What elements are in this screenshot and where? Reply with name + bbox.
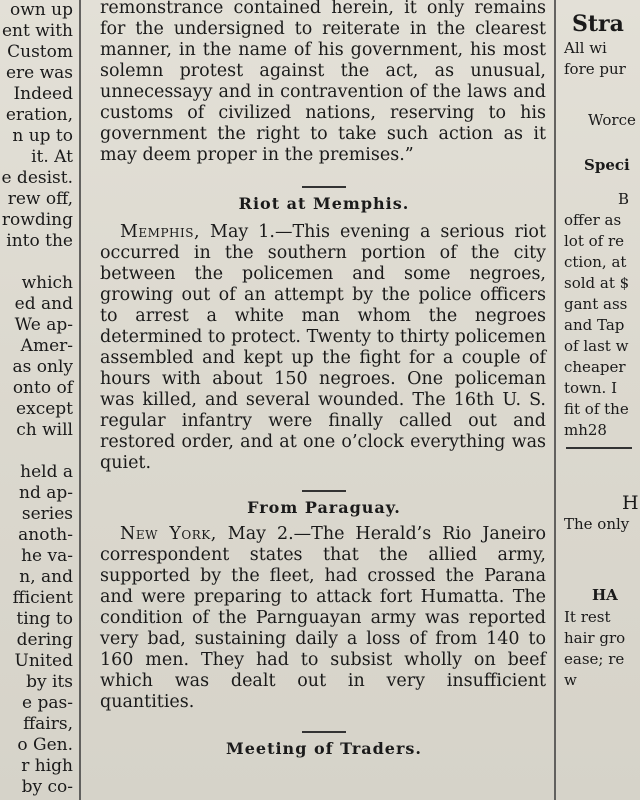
left-column-line: r high (21, 756, 73, 776)
left-column-line: by co- (21, 777, 73, 797)
right-line: gant ass (564, 295, 628, 313)
left-column-line: ent with (1, 21, 73, 41)
left-column-line: by its (26, 672, 73, 692)
right-line: w (564, 671, 577, 689)
left-column-text (0, 0, 76, 798)
right-line: sold at $ (564, 274, 630, 292)
right-separator (566, 447, 632, 449)
left-column-line: Custom (7, 42, 73, 62)
left-column-line: o Gen. (17, 735, 73, 755)
left-column-line: n, and (19, 567, 73, 587)
separator-dash (302, 490, 346, 492)
left-column-line: rew off, (7, 189, 73, 209)
left-column-line: he va- (21, 546, 73, 566)
left-column-line: We ap- (14, 315, 73, 335)
column-rule-left (79, 0, 81, 800)
left-column-line: e desist. (1, 168, 73, 188)
separator-dash (302, 731, 346, 733)
right-line: ction, at (564, 253, 627, 271)
main-column (98, 0, 550, 800)
article-paraguay (98, 524, 550, 713)
left-column-line: except (16, 399, 73, 419)
right-line: of last w (564, 337, 629, 355)
left-column-line: anoth- (18, 525, 73, 545)
right-line: Worce (588, 111, 636, 129)
left-column-line: United (14, 651, 73, 671)
left-column-line: fficient (12, 588, 73, 608)
left-column-line: ting to (16, 609, 73, 629)
right-line: The only (564, 515, 630, 533)
right-line: mh28 (564, 421, 607, 439)
right-line: H (622, 492, 639, 514)
left-column-line: into the (6, 231, 73, 251)
left-column-line: which (21, 273, 73, 293)
right-line: town. I (564, 379, 618, 397)
column-rule-right (554, 0, 556, 800)
left-column-line: ch will (16, 420, 73, 440)
right-line: fit of the (564, 400, 629, 418)
right-line: ease; re (564, 650, 625, 668)
right-line: fore pur (564, 60, 626, 78)
right-title: Stra (572, 11, 624, 37)
right-paragraph (558, 607, 640, 691)
right-line: offer as (564, 211, 622, 229)
article-paraguay-body: May 2.—The Herald’s Rio Janeiro correspondent states that the allied army, supported by the fleet, had crossed the Parana and were preparing to attack fort Humatta. The condition of the Parnguayan army was reported very bad, sustaining daily a loss of from 140 to 160 men. They had to subsist wholly on beef which was dealt out in very insufficient quantities. (100, 524, 546, 712)
dateline-memphis: Memphis, (120, 222, 201, 242)
article-memphis-body: May 1.—This evening a serious riot occurred in the southern portion of the city between the policemen and some negroes, growing out of an attempt by the police officers to arrest a white man whom the negroes determined to protect. Twenty to thirty policemen assembled and kept up the fight for a couple of hours with about 150 negroes. One policeman was killed, and several wounded. The 16th U. S. regular infantry were finally called out and restored order, and at one o’clock everything was quiet. (100, 222, 546, 473)
right-line: It rest (564, 608, 611, 626)
intro-paragraph: remonstrance contained herein, it only remains for the undersigned to reiterate in the clearest manner, in the name of his government, his most solemn protest against the act, as unusual, unnecessayy and in contravention of the laws and customs of civilized nations, reserving to his government the right to take such action as it may deem proper in the premises.” (100, 0, 546, 165)
left-column-line: nd ap- (19, 483, 73, 503)
right-line: hair gro (564, 629, 626, 647)
left-column-line: ere was (5, 63, 73, 83)
left-column-line: it. At (31, 147, 73, 167)
headline-memphis: Riot at Memphis. (238, 194, 410, 213)
left-column-line: as only (12, 357, 73, 377)
headline-traders: Meeting of Traders. (226, 739, 422, 758)
right-line: and Tap (564, 316, 625, 334)
right-heading: Speci (584, 156, 630, 174)
right-line: All wi (564, 39, 607, 57)
headline-paraguay: From Paraguay. (247, 498, 401, 517)
separator-dash (302, 186, 346, 188)
left-column-line: dering (16, 630, 73, 650)
left-column-line: rowding (1, 210, 73, 230)
left-column-line: onto of (12, 378, 73, 398)
left-column-line: n up to (12, 126, 73, 146)
right-line: lot of re (564, 232, 625, 250)
left-column-line: series (21, 504, 73, 524)
left-column-line: ed and (14, 294, 73, 314)
left-column-line: own up (10, 0, 73, 20)
left-column-line: Indeed (13, 84, 73, 104)
right-heading: HA (592, 586, 618, 604)
right-column (558, 0, 640, 800)
left-column-line: eration, (5, 105, 73, 125)
left-column-line: e pas- (22, 693, 73, 713)
right-paragraph (558, 210, 640, 441)
right-line: B (618, 190, 630, 208)
left-column (0, 0, 76, 800)
article-memphis (98, 222, 550, 474)
left-column-line: held a (20, 462, 73, 482)
right-line: cheaper (564, 358, 626, 376)
left-column-line (0, 441, 73, 462)
left-column-line: ffairs, (23, 714, 73, 734)
left-column-line (0, 252, 73, 273)
dateline-paraguay: New York, (120, 524, 217, 544)
left-column-line: Amer- (20, 336, 73, 356)
